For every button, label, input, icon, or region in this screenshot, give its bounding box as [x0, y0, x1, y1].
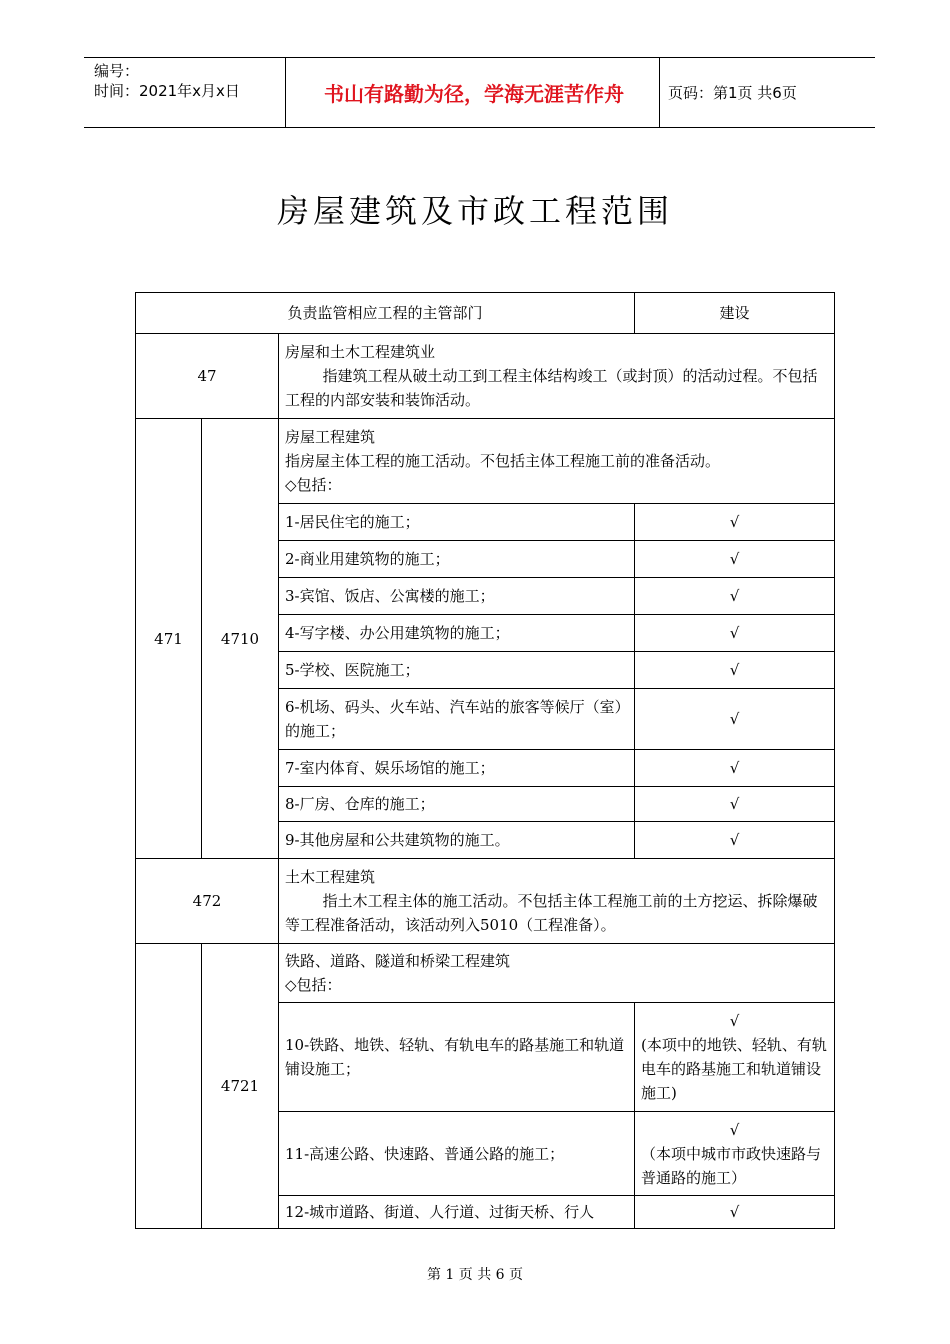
- item-text: 7-室内体育、娱乐场馆的施工；: [279, 750, 635, 787]
- document-number: 编号：: [94, 62, 140, 80]
- document-date: 时间：2021年x月x日: [94, 82, 240, 100]
- header-meta: [94, 61, 240, 101]
- section-content: [279, 859, 835, 944]
- table-row: [136, 334, 835, 419]
- item-text: 10-铁路、地铁、轻轨、有轨电车的路基施工和轨道铺设施工；: [279, 1003, 635, 1112]
- scope-table: [135, 292, 835, 1229]
- header-construction: 建设: [635, 293, 835, 334]
- check-mark: √: [635, 822, 835, 859]
- page-footer: 第 1 页 共 6 页: [426, 1267, 524, 1283]
- item-text: 8-厂房、仓库的施工；: [279, 787, 635, 822]
- section-description: 指土木工程主体的施工活动。不包括主体工程施工前的土方挖运、拆除爆破等工程准备活动，该活动列入5010（工程准备）。: [285, 892, 818, 934]
- includes-label: ◇包括：: [285, 976, 342, 994]
- table-row: [136, 419, 835, 504]
- table-header-row: [136, 293, 835, 334]
- subsection-code: 4721: [202, 944, 279, 1229]
- item-text: 4-写字楼、办公用建筑物的施工；: [279, 615, 635, 652]
- page-title: 房屋建筑及市政工程范围: [276, 192, 673, 230]
- item-text: 2-商业用建筑物的施工；: [279, 541, 635, 578]
- item-text: 11-高速公路、快速路、普通公路的施工；: [279, 1112, 635, 1196]
- item-text: 5-学校、医院施工；: [279, 652, 635, 689]
- section-code: 47: [136, 334, 279, 419]
- check-mark: √: [635, 578, 835, 615]
- check-mark: √: [729, 1120, 740, 1139]
- check-mark: √: [635, 541, 835, 578]
- subsection-code: 4710: [202, 419, 279, 859]
- section-name: 房屋和土木工程建筑业: [285, 343, 436, 361]
- section-content: [279, 944, 835, 1003]
- check-mark: √: [635, 787, 835, 822]
- check-mark: √: [635, 615, 835, 652]
- section-code-empty: [136, 944, 202, 1229]
- check-mark: √: [635, 652, 835, 689]
- section-code: 472: [136, 859, 279, 944]
- table-row: [136, 859, 835, 944]
- table-row: [136, 944, 835, 1003]
- section-content: [279, 419, 835, 504]
- item-text: 1-居民住宅的施工；: [279, 504, 635, 541]
- item-text: 9-其他房屋和公共建筑物的施工。: [279, 822, 635, 859]
- check-note: （本项中城市市政快速路与普通路的施工）: [641, 1144, 822, 1187]
- header-motto: 书山有路勤为径，学海无涯苦作舟: [324, 82, 624, 106]
- item-text: 3-宾馆、饭店、公寓楼的施工；: [279, 578, 635, 615]
- section-description: 指建筑工程从破土动工到工程主体结构竣工（或封顶）的活动过程。不包括工程的内部安装和装饰活动。: [285, 367, 818, 409]
- includes-label: ◇包括：: [285, 476, 342, 494]
- header-divider: [285, 58, 286, 127]
- section-description: 指房屋主体工程的施工活动。不包括主体工程施工前的准备活动。: [285, 452, 721, 470]
- check-mark: √: [729, 1012, 740, 1030]
- check-cell: [635, 1003, 835, 1112]
- check-note: (本项中的地铁、轻轨、有轨电车的路基施工和轨道铺设施工): [641, 1036, 827, 1102]
- header-department: 负责监管相应工程的主管部门: [136, 293, 635, 334]
- check-mark: √: [635, 689, 835, 750]
- check-mark: √: [635, 1196, 835, 1229]
- section-name: 铁路、道路、隧道和桥梁工程建筑: [285, 952, 511, 970]
- item-text: 12-城市道路、街道、人行道、过街天桥、行人: [279, 1196, 635, 1229]
- section-name: 房屋工程建筑: [285, 428, 376, 446]
- section-content: [279, 334, 835, 419]
- item-text: 6-机场、码头、火车站、汽车站的旅客等候厅（室）的施工；: [279, 689, 635, 750]
- page-header: [84, 57, 875, 128]
- section-name: 土木工程建筑: [285, 868, 376, 886]
- check-mark: √: [635, 750, 835, 787]
- check-mark: √: [635, 504, 835, 541]
- check-cell: [635, 1112, 835, 1196]
- header-page-info: 页码：第1页 共6页: [668, 84, 797, 102]
- section-code: 471: [136, 419, 202, 859]
